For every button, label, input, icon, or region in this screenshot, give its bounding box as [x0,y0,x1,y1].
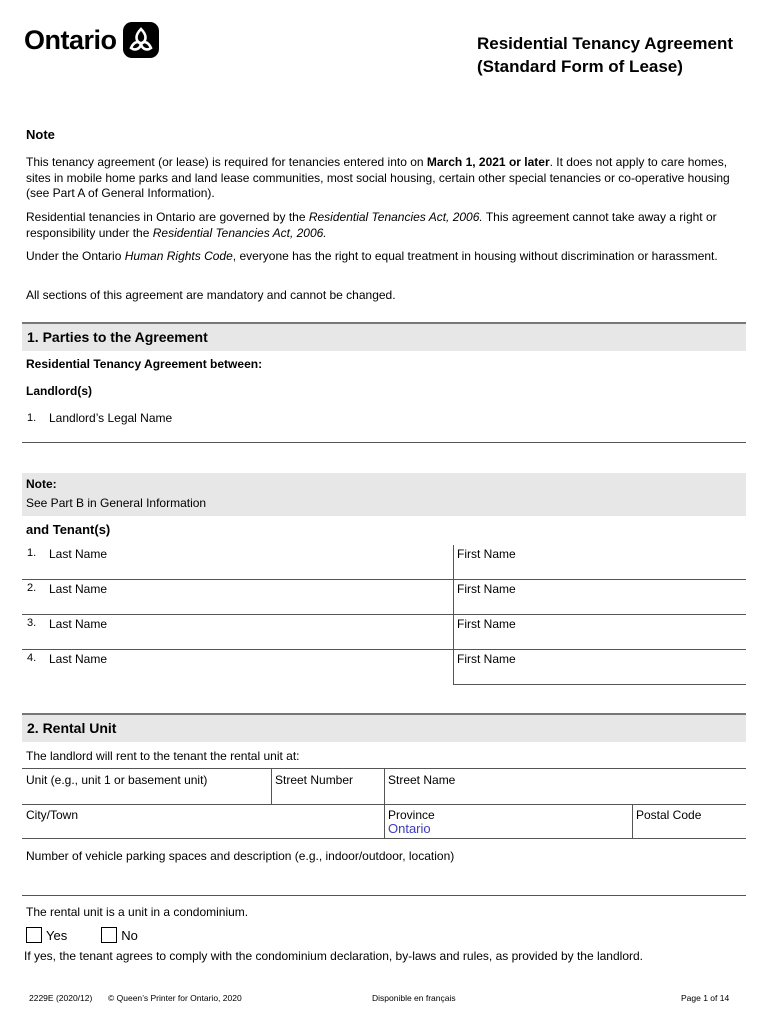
city-label: City/Town [26,808,79,822]
note-paragraph-4: All sections of this agreement are mandatory and cannot be changed. [26,288,396,302]
postal-code-label: Postal Code [636,808,702,822]
landlord-name-label: Landlord’s Legal Name [49,411,173,425]
form-id: 2229E (2020/12) [29,993,93,1003]
note-paragraph-3 [26,249,746,265]
document-title [477,32,733,78]
tenant-first-name-label: First Name [457,617,516,631]
p2-text-b: This agreement cannot take away a right or responsibility under the [26,210,717,240]
note-box-text: See Part B in General Information [26,496,207,510]
note-box [22,473,746,516]
tenant-1-first-name-field[interactable] [454,545,746,579]
p2-italic-1: Residential Tenancies Act, 2006. [308,210,483,224]
section-1-title: 1. Parties to the Agreement [27,329,208,345]
tenant-number: 1. [27,547,37,559]
agreement-between-label: Residential Tenancy Agreement between: [26,357,263,371]
copyright: © Queen’s Printer for Ontario, 2020 [108,993,242,1003]
landlords-label: Landlord(s) [26,384,92,398]
landlord-number: 1. [27,412,37,424]
tenant-first-name-label: First Name [457,582,516,596]
p2-italic-2: Residential Tenancies Act, 2006. [152,225,327,240]
p1-text-a: This tenancy agreement (or lease) is required for tenancies entered into on [26,155,427,169]
p3-text-b: , everyone has the right to equal treatment in housing without discrimination or harassment. [232,249,718,263]
divider [22,895,746,896]
p3-text-a: Under the Ontario [26,249,125,263]
logo-text: Ontario [24,24,117,55]
tenant-4-last-name-field[interactable] [22,650,453,684]
tenants-label: and Tenant(s) [26,522,111,537]
p1-bold: March 1, 2021 or later [426,155,550,169]
ontario-logo [24,22,159,58]
tenant-3-last-name-field[interactable] [22,615,453,649]
row-divider [453,684,746,685]
yes-checkbox[interactable] [26,927,42,943]
tenant-first-name-label: First Name [457,547,516,561]
parking-label: Number of vehicle parking spaces and description (e.g., indoor/outdoor, location) [26,849,455,863]
street-number-field[interactable] [272,769,384,804]
note-heading: Note [26,127,55,142]
tenant-number: 3. [27,617,37,629]
street-number-label: Street Number [275,773,354,787]
tenant-last-name-label: Last Name [49,582,108,596]
trillium-icon [123,22,159,58]
tenant-2-last-name-field[interactable] [22,580,453,614]
divider [22,442,746,443]
province-label: Province [388,808,435,822]
street-name-field[interactable] [385,769,746,804]
section-2-header [22,713,746,742]
tenant-2-first-name-field[interactable] [454,580,746,614]
condo-question: The rental unit is a unit in a condominium. [26,905,249,919]
french-version-note: Disponible en français [372,993,456,1003]
tenant-number: 4. [27,652,37,664]
unit-label: Unit (e.g., unit 1 or basement unit) [26,773,208,787]
tenant-last-name-label: Last Name [49,547,108,561]
tenant-1-last-name-field[interactable] [22,545,453,579]
p3-italic: Human Rights Code [124,249,233,263]
no-label: No [121,927,138,943]
address-table [22,768,746,838]
yes-label: Yes [46,927,68,943]
landlord-name-field[interactable] [22,404,746,442]
parking-field[interactable] [22,845,746,895]
tenant-3-first-name-field[interactable] [454,615,746,649]
unit-field[interactable] [22,769,271,804]
tenant-number: 2. [27,582,37,594]
province-value: Ontario [388,821,431,836]
postal-code-field[interactable] [633,805,746,838]
no-checkbox[interactable] [101,927,117,943]
title-line-1: Residential Tenancy Agreement [477,34,734,53]
tenant-last-name-label: Last Name [49,652,108,666]
condo-options [26,927,138,943]
tenant-4-first-name-field[interactable] [454,650,746,684]
note-box-heading: Note: [26,477,57,491]
tenant-table [22,545,746,685]
street-name-label: Street Name [388,773,456,787]
tenant-first-name-label: First Name [457,652,516,666]
rental-unit-intro: The landlord will rent to the tenant the rental unit at: [26,749,300,763]
city-field[interactable] [22,805,384,838]
condo-note: If yes, the tenant agrees to comply with the condominium declaration, by-laws and rules, as provided by the landlord. [24,949,644,963]
section-2-title: 2. Rental Unit [27,720,117,736]
page-number: Page 1 of 14 [681,993,730,1003]
note-paragraph-1 [26,155,746,202]
title-line-2: (Standard Form of Lease) [477,57,683,76]
note-paragraph-2 [26,210,746,241]
section-1-header [22,322,746,351]
row-divider [22,838,746,839]
tenant-last-name-label: Last Name [49,617,108,631]
p2-text-a: Residential tenancies in Ontario are governed by the [26,210,309,224]
p1-text-b: . It does not apply to care homes, sites in mobile home parks and land lease communities, most social housing, certain other special tenancies or co-operative housing (see Part A of General Information). [26,155,730,200]
